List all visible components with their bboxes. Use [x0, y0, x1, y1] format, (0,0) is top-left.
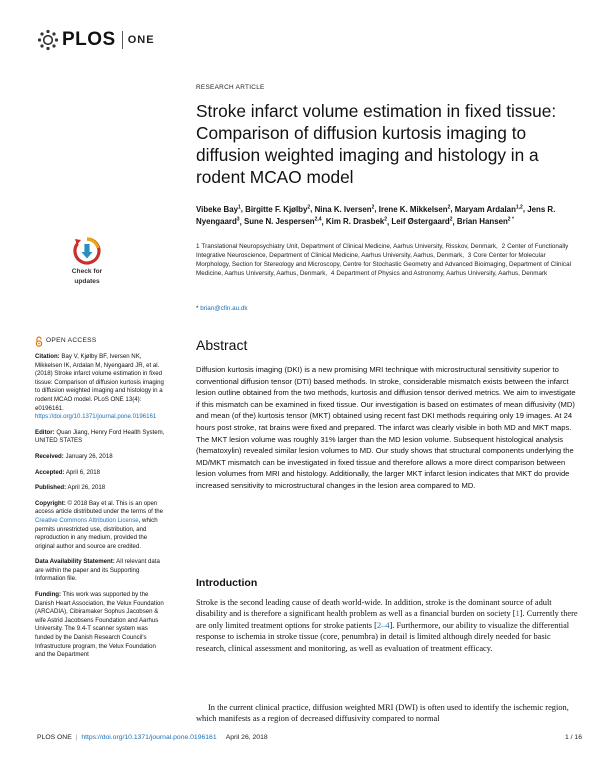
author — [245, 205, 310, 214]
intro-text-b: ]. Currently there are only limited treatment options for stroke patients [ — [196, 609, 578, 630]
footer-separator: | — [75, 734, 78, 741]
affiliations — [196, 242, 580, 278]
author-name: Jens R. Nyengaard — [196, 204, 556, 227]
received-text: January 26, 2018 — [65, 452, 113, 460]
introduction-paragraph-1 — [196, 597, 580, 654]
check-for-updates-badge[interactable] — [66, 236, 108, 290]
author-affiliation-mark: 2 — [447, 204, 451, 210]
author-name: Kim R. Drasbek — [325, 217, 385, 227]
author-affiliation-mark: 2 — [371, 204, 375, 210]
affiliation-text: Translational Neuropsychiatry Unit, Department of Clinical Medicine, Aarhus University, Risskov, Denmark, — [201, 243, 498, 250]
open-lock-icon — [35, 336, 43, 347]
author-affiliation-mark: 3 — [236, 216, 240, 223]
article-sidebar — [35, 336, 166, 667]
copyright-pre: © 2018 Bay et al. This is an open access article distributed under the terms of the — [35, 499, 164, 516]
author-name: Leif Østergaard — [391, 217, 450, 227]
logo-text: PLOS — [62, 29, 116, 50]
footer-date: April 26, 2018 — [225, 734, 268, 741]
affiliation-number: 1 — [196, 243, 200, 250]
abstract-text: Diffusion kurtosis imaging (DKI) is a new promising MRI technique with microstructural sensitivity superior to conventional diffusion tensor (DTI) based methods. In stroke, considerable mismatch exists between the infarct lesion outline obtained from the two methods, kurtosis and diffusion tensor derived metrics. We aim to investigate if this mismatch can be examined in fixed tissue. Our investigation is based on estimates of mean diffusivity (MD) and mean (of the) kurtosis tensor (MKT) obtained using recent fast DKI methods requiring only 19 images. At 24 hours post stroke, rat brains were fixed and prepared. The infarct was clearly visible in both MD and MKT maps. The MKT lesion volume was roughly 31% larger than the MD lesion volume. Subsequent histological analysis (hematoxylin) revealed similar lesion volumes to MD. Our study shows that structural components underlying the MD/MKT mismatch can be investigated in fixed tissue and therefore allows a more direct comparison between lesion volumes from MRI and histology. Additionally, the larger MKT infarct lesion indicates that MKT do provide increased sensitivity to microstructural changes in the lesion area compared to MD. — [196, 365, 576, 490]
journal-name: ONE — [127, 34, 155, 46]
abstract-heading: Abstract — [196, 337, 248, 353]
author-affiliation-mark: 2,4 — [314, 216, 322, 223]
published-date — [35, 484, 166, 493]
check-updates-line2: updates — [74, 277, 100, 285]
author — [326, 217, 387, 226]
footer-doi-link[interactable]: https://doi.org/10.1371/journal.pone.0196161 — [81, 734, 217, 741]
received-label: Received: — [35, 452, 64, 460]
citation-doi-link[interactable]: https://doi.org/10.1371/journal.pone.0196161 — [35, 413, 157, 421]
article-type: RESEARCH ARTICLE — [196, 84, 265, 91]
corresponding-mark: * — [196, 305, 199, 312]
introduction-paragraph-2: In the current clinical practice, diffusion weighted MRI (DWI) is often used to identify the ischemic region, which manifests as a region of decreased diffusivity compared to normal — [196, 703, 569, 724]
funding — [35, 591, 166, 660]
author-name: Brian Hansen — [456, 217, 508, 227]
author-affiliation-mark: 1,2 — [515, 204, 523, 210]
author-name: Sune N. Jespersen — [243, 217, 315, 227]
author-affiliation-mark: 2 — [384, 216, 388, 223]
data-availability-label: Data Availability Statement: — [35, 558, 115, 566]
check-updates-line1: Check for — [71, 268, 103, 275]
author — [315, 205, 375, 214]
author-affiliation-mark: 2 — [449, 216, 453, 223]
citation-text: Bay V, Kjølby BF, Iversen NK, Mikkelsen IK, Ardalan M, Nyengaard JR, et al. (2018) Stroke infarct volume estimation in fixed tissue: Comparison of diffusion kurtosis imaging to diffusion weighted imaging and histology in a rodent MCAO model. PLoS ONE 13(4): e0196161. — [35, 353, 164, 412]
author-name: Irene K. Mikkelsen — [378, 204, 448, 214]
check-updates-icon — [72, 236, 102, 266]
plos-logo-icon — [37, 29, 59, 51]
author — [244, 217, 322, 226]
copyright-post: , which permits unrestricted use, distribution, and reproduction in any medium, provided the original author and source are credited. — [35, 516, 158, 550]
author-affiliation-mark: 2 * — [507, 216, 514, 223]
accepted-date — [35, 469, 166, 478]
footer-journal: PLOS ONE — [37, 734, 72, 741]
reference-link-1[interactable]: 1 — [515, 609, 520, 619]
published-text: April 26, 2018 — [67, 484, 106, 492]
copyright — [35, 500, 166, 552]
license-link[interactable]: Creative Commons Attribution License — [35, 516, 139, 524]
author — [455, 205, 523, 214]
article-title: Stroke infarct volume estimation in fixed tissue: Comparison of diffusion kurtosis imaging to diffusion weighted imaging and histology in a rodent MCAO model — [196, 101, 557, 187]
editor-label: Editor: — [35, 428, 55, 436]
introduction-heading: Introduction — [196, 577, 258, 589]
open-access-badge — [35, 336, 166, 347]
data-availability — [35, 558, 166, 584]
email-link[interactable]: brian@cfin.au.dk — [200, 305, 248, 312]
logo-divider — [122, 31, 123, 49]
author-name: Nina K. Iversen — [314, 204, 372, 214]
author — [391, 217, 452, 226]
published-label: Published: — [35, 484, 67, 492]
reference-link-2-4[interactable]: 2–4 — [376, 620, 390, 630]
author-affiliation-mark: 2 — [307, 204, 311, 210]
author-name: Maryam Ardalan — [454, 204, 516, 214]
citation — [35, 353, 166, 422]
page-footer — [37, 734, 582, 744]
author-affiliation-mark: 1 — [237, 204, 241, 210]
intro-text-c: ]. Furthermore, our ability to visualize the differential response to ischemia in stroke tissue (core, penumbra) in detail is limited although direly needed for basic research, clinical assessment and monitoring, as well as evaluation of treatment efficacy. — [196, 620, 570, 653]
author-list: Vibeke Bay$^1$, Birgitte F. Kjølby$^2$, Nina K. Iversen$^2$, Irene K. Mikkelsen$^2$, Maryam Ardalan$^{1,2}$, Jens R. Nyengaard$^3$, Sune N. Jespersen$^{2,4}$, Kim R. Drasbek$^2$, Leif Østergaard$^2$, Brian Hansen$^{2 *}$ — [196, 204, 556, 227]
copyright-label: Copyright: — [35, 499, 66, 507]
accepted-text: April 6, 2018 — [65, 468, 101, 476]
affiliation-text: Department of Physics and Astronomy, Aarhus University, Aarhus, Denmark — [336, 270, 548, 278]
editor-text: Quan Jiang, Henry Ford Health System, UNITED STATES — [35, 428, 165, 445]
author — [457, 217, 514, 226]
accepted-label: Accepted: — [35, 468, 65, 476]
plos-logo[interactable] — [37, 29, 155, 51]
author-name: Birgitte F. Kjølby — [245, 204, 308, 214]
citation-label: Citation: — [35, 353, 60, 360]
author — [379, 205, 451, 214]
editor — [35, 429, 166, 446]
received-date — [35, 453, 166, 462]
page-number: 1 / 16 — [564, 734, 582, 741]
author — [196, 205, 241, 214]
open-access-label: OPEN ACCESS — [46, 337, 97, 345]
affiliation-number: 4 — [330, 270, 335, 278]
intro-text-a: Stroke is the second leading cause of death world-wide. In addition, stroke is the dominant source of adult disability and is therefore a significant health problem as well as a financial burden on society [ — [196, 598, 552, 619]
affiliation-text: Core Center for Molecular Morphology, Section for Stereology and Microscopy, Centre for Stochastic Geometry and Advanced Bioimaging, Department of Clinical Medicine, Aarhus University, Aarhus, Denmark, — [196, 252, 571, 278]
affiliation-text: Center of Functionally Integrative Neuroscience, Department of Clinical Medicine, Aarhus University, Aarhus, Denmark, — [196, 243, 569, 260]
author-name: Vibeke Bay — [196, 204, 238, 214]
funding-label: Funding: — [35, 591, 62, 599]
affiliation-number: 2 — [501, 243, 506, 250]
affiliation-number: 3 — [467, 252, 472, 260]
funding-text: This work was supported by the Danish Heart Association, the Velux Foundation (ARCADIA), Cibiramaker Sophus Jacobsen & wife Astrid Jacobsens Foundation and Aarhus University. The 9.4-T scanner system was funded by the Danish Research Council's Infrastructure program, the Velux Foundation and the Department — [35, 591, 164, 659]
data-availability-text: All relevant data are within the paper and its Supporting Information file. — [35, 558, 160, 583]
corresponding-email — [196, 305, 248, 312]
